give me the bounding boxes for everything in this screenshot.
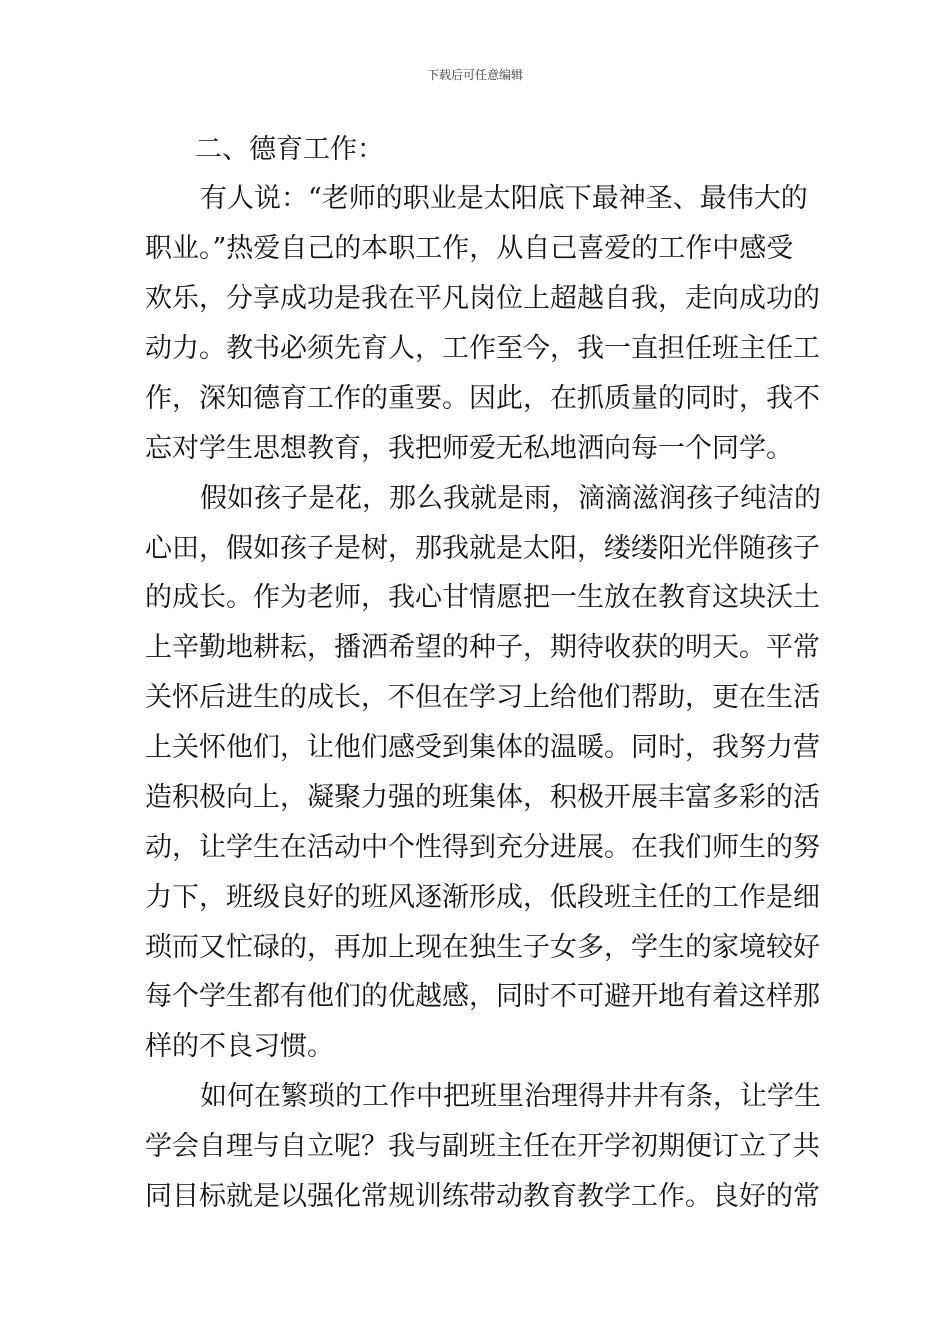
text-line: 有人说：“老师的职业是太阳底下最神圣、最伟大的 <box>200 183 808 214</box>
text-line: 作，深知德育工作的重要。因此，在抓质量的同时，我不 <box>145 383 820 414</box>
text-line: 造积极向上，凝聚力强的班集体，积极开展丰富多彩的活 <box>145 782 820 813</box>
text-line: 每个学生都有他们的优越感，同时不可避开地有着这样那 <box>145 981 820 1012</box>
text-line: 同目标就是以强化常规训练带动教育教学工作。良好的常 <box>145 1181 820 1212</box>
text-line: 样的不良习惯。 <box>145 1031 334 1062</box>
text-line: 的成长。作为老师，我心甘情愿把一生放在教育这块沃土 <box>145 582 820 613</box>
text-line: 动，让学生在活动中个性得到充分进展。在我们师生的努 <box>145 832 820 863</box>
text-line: 心田，假如孩子是树，那我就是太阳，缕缕阳光伴随孩子 <box>145 533 820 564</box>
text-line: 关怀后进生的成长，不但在学习上给他们帮助，更在生活 <box>145 682 820 713</box>
text-line: 欢乐，分享成功是我在平凡岗位上超越自我，走向成功的 <box>145 283 820 314</box>
text-line: 琐而又忙碌的，再加上现在独生子女多，学生的家境较好 <box>145 932 820 963</box>
text-line: 假如孩子是花，那么我就是雨，滴滴滋润孩子纯洁的 <box>200 483 821 514</box>
text-line: 力下，班级良好的班风逐渐形成，低段班主任的工作是细 <box>145 882 820 913</box>
text-line: 上关怀他们，让他们感受到集体的温暖。同时，我努力营 <box>145 732 820 763</box>
text-line: 上辛勤地耕耘，播洒希望的种子，期待收获的明天。平常 <box>145 632 820 663</box>
text-line: 学会自理与自立呢？我与副班主任在开学初期便订立了共 <box>145 1131 820 1162</box>
text-line: 职业。”热爱自己的本职工作，从自己喜爱的工作中感受 <box>145 233 794 264</box>
page-header: 下载后可任意编辑 <box>426 68 523 82</box>
text-line: 动力。教书必须先育人，工作至今，我一直担任班主任工 <box>145 333 820 364</box>
paragraph-heading: 二、德育工作： <box>195 134 384 165</box>
text-line: 如何在繁琐的工作中把班里治理得井井有条，让学生 <box>200 1081 821 1112</box>
text-line: 忘对学生思想教育，我把师爱无私地洒向每一个同学。 <box>145 433 793 464</box>
